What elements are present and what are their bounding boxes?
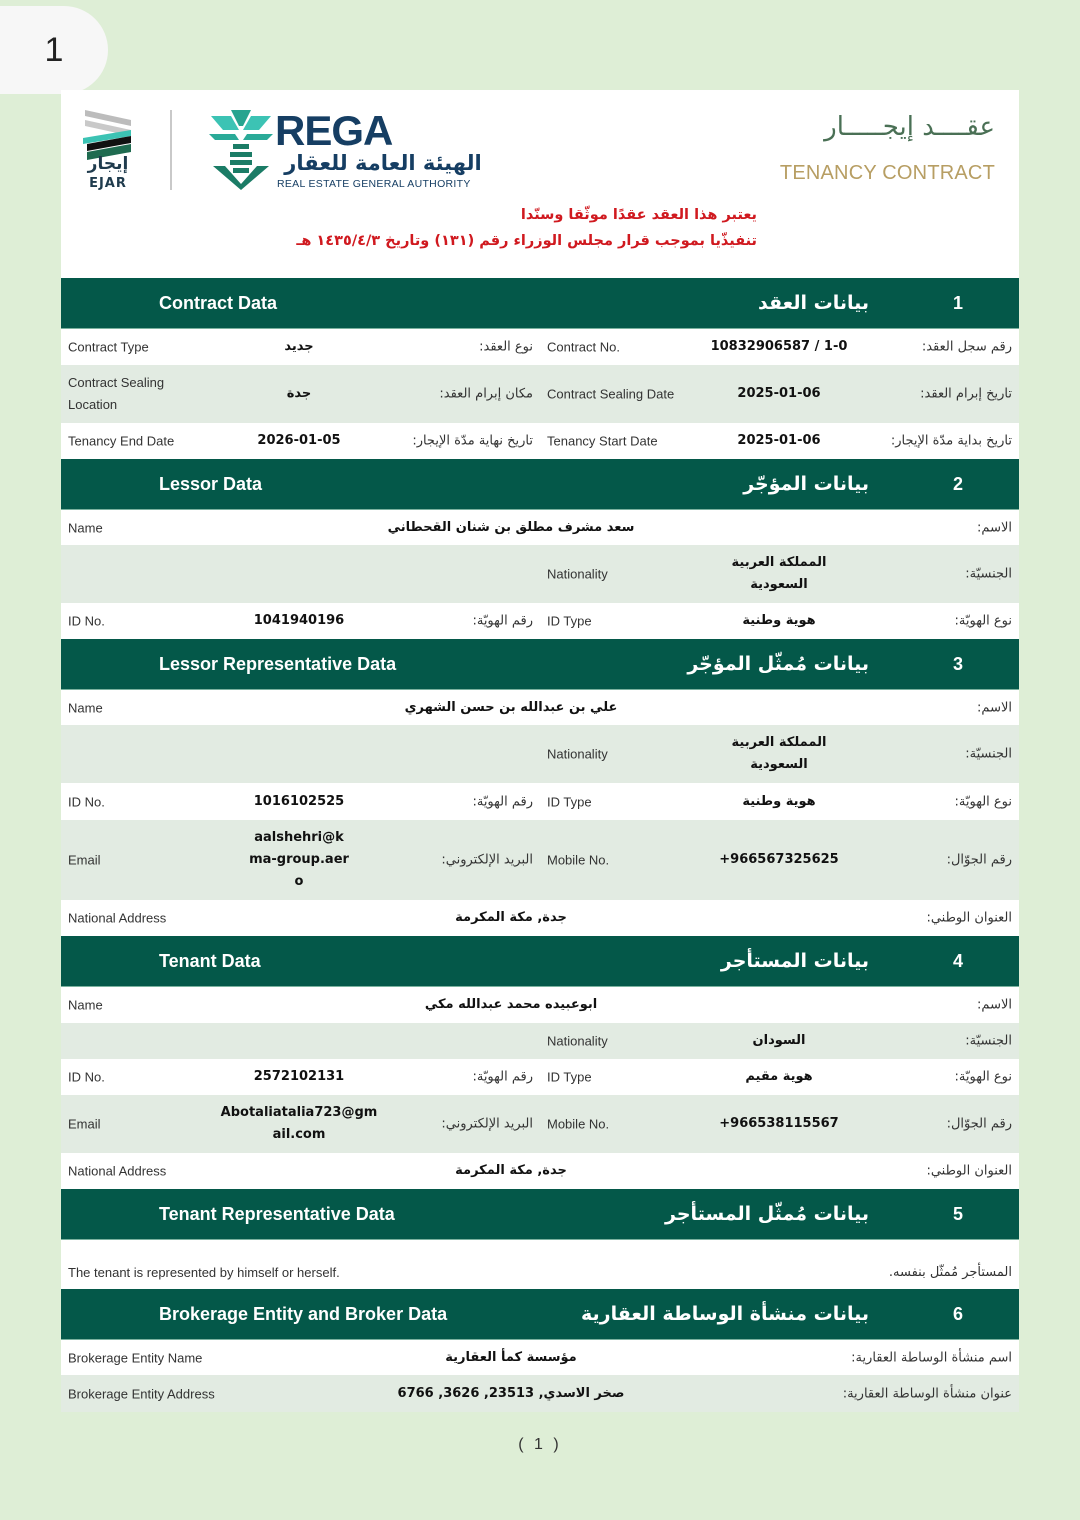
section-header-tenant-representative: Tenant Representative Data بيانات مُمثّل المستأجر 5 [61,1189,1019,1240]
logo-divider [170,110,172,190]
legal-notice: يعتبر هذا العقد عقدًا موثّقا وسنّدا تنفيذّيا بموجب قرار مجلس الوزراء رقم (١٣١) وتاريخ ١٤٣٥/٤/٣ هـ [296,207,757,249]
document-title-arabic: عقــــد إيجـــــار [824,112,995,142]
section-header-brokerage: Brokerage Entity and Broker Data بيانات منشأة الوساطة العقارية 6 [61,1289,1019,1340]
table-row: Name علي بن عبدالله بن حسن الشهري الاسم: [68,699,1012,715]
table-row: Brokerage Entity Name مؤسسة كمأ العقارية اسم منشأة الوساطة العقارية: [68,1349,1012,1365]
rega-logo-arabic: الهيئة العامة للعقار [284,151,482,175]
table-row: Contract Sealing Location جدة مكان إبرام العقد: Contract Sealing Date 2025-01-06 تاريخ إبرام العقد: [61,365,1019,423]
table-row: Contract Type جديد نوع العقد: Contract No. 10832906587 / 1-0 رقم سجل العقد: [68,339,1012,355]
table-row: Nationality المملكة العربية السعودية الجنسيّة: [61,545,1019,603]
rega-emblem-icon [209,110,273,190]
section-header-lessor-representative: Lessor Representative Data بيانات مُمثّل المؤجّر 3 [61,639,1019,690]
table-row: Nationality السودان الجنسيّة: [61,1023,1019,1059]
ejar-logo-arabic: إيجار [87,154,129,174]
table-row: Name ابوعبيده محمد عبدالله مكي الاسم: [68,997,1012,1013]
table-row: National Address جدة, مكة المكرمة العنوان الوطني: [68,1163,1012,1179]
table-row: Tenancy End Date 2026-01-05 تاريخ نهاية مدّة الإيجار: Tenancy Start Date 2025-01-06 تاريخ بداية مدّة الإيجار: [68,433,1012,449]
page-indicator: 1 [0,6,108,94]
table-row: ID No. 1016102525 رقم الهويّة: ID Type هوية وطنية نوع الهويّة: [68,793,1012,809]
table-row: Email Abotaliatalia723@gmail.com البريد الإلكتروني: Mobile No. +966538115567 رقم الجوّال: [61,1095,1019,1153]
document-header [61,90,1019,278]
rega-logo-english: REAL ESTATE GENERAL AUTHORITY [277,178,471,190]
rega-logo-wordmark: REGA [275,107,393,154]
table-row: Brokerage Entity Address صخر الاسدي, 23513, 3626, 6766 عنوان منشأة الوساطة العقارية: [61,1375,1019,1412]
section-header-tenant: Tenant Data بيانات المستأجر 4 [61,936,1019,987]
contract-document [61,90,1019,1410]
table-row: Name سعد مشرف مطلق بن شنان القحطاني الاسم: [68,519,1012,535]
ejar-logo-english: EJAR [89,176,127,191]
table-row: ID No. 2572102131 رقم الهويّة: ID Type هوية مقيم نوع الهويّة: [68,1069,1012,1085]
page-footer-number: ( 1 ) [518,1436,562,1453]
section-header-lessor: Lessor Data بيانات المؤجّر 2 [61,459,1019,510]
table-row: Email aalshehri@kma-group.aero البريد الإلكتروني: Mobile No. +966567325625 رقم الجوّال: [61,820,1019,900]
table-row: National Address جدة, مكة المكرمة العنوان الوطني: [68,910,1012,926]
table-row: The tenant is represented by himself or herself. المستأجر مُمثّل بنفسه. [68,1264,1012,1280]
document-title-english: TENANCY CONTRACT [779,162,995,184]
section-header-contract: Contract Data بيانات العقد 1 [61,278,1019,329]
table-row: ID No. 1041940196 رقم الهويّة: ID Type هوية وطنية نوع الهويّة: [68,613,1012,629]
table-row: Nationality المملكة العربية السعودية الجنسيّة: [61,725,1019,783]
